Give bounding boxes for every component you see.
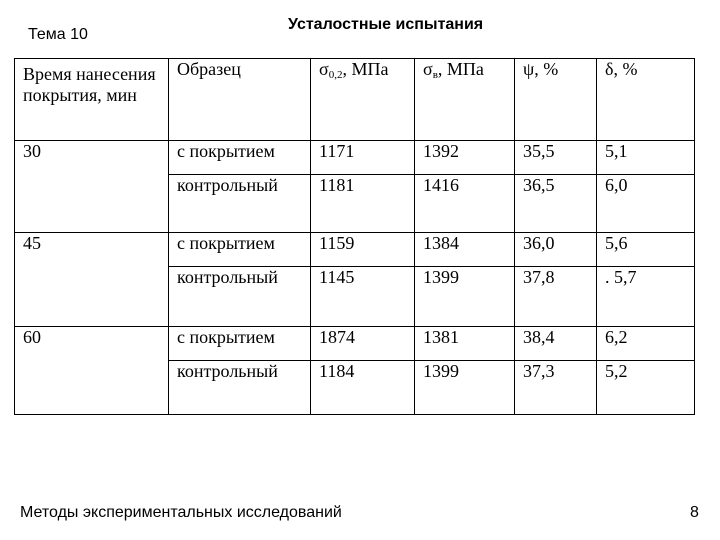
- header-row: [15, 59, 695, 141]
- delta-cell: 6,0: [597, 175, 695, 233]
- column-header-time: Время нанесения покрытия, мин: [15, 59, 169, 141]
- column-header-sigma02: [311, 59, 415, 141]
- sigma02-cell: 1184: [311, 361, 415, 415]
- time-cell: 30: [15, 141, 169, 233]
- psi-cell: 36,0: [515, 233, 597, 267]
- topic-label: Тема 10: [28, 26, 88, 43]
- table-row: [15, 233, 695, 267]
- sigmav-subscript: в: [432, 69, 438, 81]
- sigmav-cell: 1399: [415, 361, 515, 415]
- sample-cell: контрольный: [169, 267, 311, 327]
- sample-cell: с покрытием: [169, 233, 311, 267]
- sigma02-cell: 1159: [311, 233, 415, 267]
- sigmav-cell: 1392: [415, 141, 515, 175]
- sigmav-cell: 1416: [415, 175, 515, 233]
- sigma02-cell: 1874: [311, 327, 415, 361]
- column-header-delta: δ, %: [597, 59, 695, 141]
- sigma02-cell: 1171: [311, 141, 415, 175]
- sample-cell: с покрытием: [169, 327, 311, 361]
- sample-cell: контрольный: [169, 175, 311, 233]
- delta-cell: 5,2: [597, 361, 695, 415]
- time-cell: 45: [15, 233, 169, 327]
- sample-cell: контрольный: [169, 361, 311, 415]
- delta-cell: 6,2: [597, 327, 695, 361]
- psi-cell: 37,8: [515, 267, 597, 327]
- psi-cell: 37,3: [515, 361, 597, 415]
- page-number: 8: [690, 504, 699, 521]
- sigmav-symbol: σ: [423, 59, 433, 79]
- delta-cell: 5,1: [597, 141, 695, 175]
- sigmav-cell: 1399: [415, 267, 515, 327]
- results-table: [14, 58, 695, 415]
- psi-cell: 36,5: [515, 175, 597, 233]
- column-header-sigmav: [415, 59, 515, 141]
- sigma02-symbol: σ: [319, 59, 329, 79]
- table-row: [15, 327, 695, 361]
- delta-cell: 5,6: [597, 233, 695, 267]
- sigmav-cell: 1384: [415, 233, 515, 267]
- time-cell: 60: [15, 327, 169, 415]
- sigma02-subscript: 0,2: [328, 69, 343, 81]
- footer-text: Методы экспериментальных исследований: [20, 504, 342, 521]
- table-row: [15, 141, 695, 175]
- delta-cell: . 5,7: [597, 267, 695, 327]
- sigma02-cell: 1181: [311, 175, 415, 233]
- sigmav-cell: 1381: [415, 327, 515, 361]
- sigmav-unit: , МПа: [437, 59, 484, 79]
- sigma02-unit: , МПа: [342, 59, 389, 79]
- column-header-psi: ψ, %: [515, 59, 597, 141]
- slide-title: Усталостные испытания: [288, 16, 484, 33]
- psi-cell: 35,5: [515, 141, 597, 175]
- column-header-sample: Образец: [169, 59, 311, 141]
- sigma02-cell: 1145: [311, 267, 415, 327]
- sample-cell: с покрытием: [169, 141, 311, 175]
- psi-cell: 38,4: [515, 327, 597, 361]
